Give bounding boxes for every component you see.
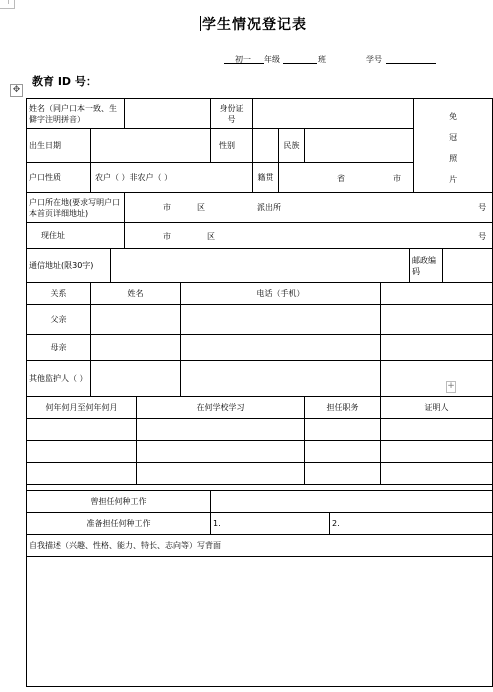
family-extra-header	[381, 283, 493, 305]
hukou-city-label: 市	[163, 203, 171, 212]
guardian-phone-cell[interactable]	[181, 361, 381, 397]
history-row-2-witness[interactable]	[381, 441, 493, 463]
guardian-extra-cell[interactable]	[381, 361, 493, 397]
history-row-2-duty[interactable]	[305, 441, 381, 463]
history-period-header: 何年何月至何年何月	[27, 397, 137, 419]
planned-duty-label-cell: 准备担任何种工作	[27, 513, 211, 535]
family-relation-header: 关系	[27, 283, 91, 305]
hukou-addr-value-cell[interactable]	[125, 193, 493, 223]
id-value-cell[interactable]	[253, 99, 414, 129]
family-name-header: 姓名	[91, 283, 181, 305]
father-name-cell[interactable]	[91, 305, 181, 335]
past-duty-label-cell: 曾担任何种工作	[27, 491, 211, 513]
history-row-2-school[interactable]	[137, 441, 305, 463]
current-city-label: 市	[163, 232, 171, 241]
postcode-value-cell[interactable]	[443, 249, 493, 283]
history-row-1-school[interactable]	[137, 419, 305, 441]
history-row-1-witness[interactable]	[381, 419, 493, 441]
ethnicity-label-cell: 民族	[279, 129, 305, 163]
hukou-police-label: 派出所	[257, 203, 281, 212]
table-add-icon[interactable]: +	[447, 381, 455, 391]
student-no-underline[interactable]	[386, 63, 436, 64]
grade-prefix: 初一	[235, 55, 251, 64]
history-row-3-duty[interactable]	[305, 463, 381, 485]
history-row-2-period[interactable]	[27, 441, 137, 463]
history-row-1-duty[interactable]	[305, 419, 381, 441]
family-phone-header: 电话（手机）	[181, 283, 381, 305]
history-row-1-period[interactable]	[27, 419, 137, 441]
native-label-cell: 籍贯	[253, 163, 279, 193]
class-label: 班	[318, 55, 326, 64]
history-school-header: 在何学校学习	[137, 397, 305, 419]
mother-extra-cell[interactable]	[381, 335, 493, 361]
photo-char-1: 免	[449, 111, 458, 121]
hukou-type-options-cell[interactable]: 农户（ ）非农户（ ）	[91, 163, 253, 193]
edu-id-label: 教育 ID 号：	[32, 75, 97, 88]
family-row-mother-label: 母亲	[27, 335, 91, 361]
student-no-label: 学号	[366, 55, 382, 64]
gender-label-cell: 性别	[211, 129, 253, 163]
history-witness-header: 证明人	[381, 397, 493, 419]
hukou-addr-label-cell: 户口所在地(要求写明户口本首页详细地址)	[27, 193, 125, 223]
history-duty-header: 担任职务	[305, 397, 381, 419]
name-label-cell: 姓名（同户口本一致、生僻字注明拼音）	[27, 99, 125, 129]
postcode-label-cell: 邮政编码	[410, 249, 443, 283]
page-corner-mark-top-left-v	[8, 0, 9, 4]
father-phone-cell[interactable]	[181, 305, 381, 335]
self-desc-value-cell[interactable]	[27, 557, 493, 687]
hukou-no-label: 号	[478, 203, 487, 212]
father-extra-cell[interactable]	[381, 305, 493, 335]
current-no-label: 号	[478, 232, 487, 241]
family-row-father-label: 父亲	[27, 305, 91, 335]
family-row-guardian-label: 其他监护人（ ）	[27, 361, 91, 397]
current-addr-value-cell[interactable]	[125, 223, 493, 249]
photo-char-4: 片	[449, 174, 458, 184]
city-label: 市	[393, 174, 402, 183]
registration-table	[26, 98, 493, 687]
history-row-3-period[interactable]	[27, 463, 137, 485]
photo-cell[interactable]	[414, 99, 493, 193]
mail-addr-value-cell[interactable]	[111, 249, 410, 283]
current-addr-label-cell: 现住址	[27, 223, 125, 249]
class-underline[interactable]	[283, 63, 317, 64]
native-value-cell[interactable]	[279, 163, 414, 193]
id-label-cell: 身份证号	[211, 99, 253, 129]
text-cursor	[200, 16, 201, 31]
table-move-handle-icon[interactable]: ✥	[10, 84, 23, 97]
self-desc-label-cell: 自我描述（兴趣、性格、能力、特长、志向等）写背面	[27, 535, 493, 557]
ethnicity-value-cell[interactable]	[305, 129, 414, 163]
page-title[interactable]: 学生情况登记表	[202, 17, 307, 33]
province-label: 省	[337, 174, 346, 183]
mother-phone-cell[interactable]	[181, 335, 381, 361]
dob-label-cell: 出生日期	[27, 129, 91, 163]
planned-duty-2-cell[interactable]: 2.	[330, 513, 493, 535]
gender-value-cell[interactable]	[253, 129, 279, 163]
hukou-district-label: 区	[197, 203, 205, 212]
current-district-label: 区	[207, 232, 215, 241]
past-duty-value-cell[interactable]	[211, 491, 493, 513]
grade-label: 年级	[264, 55, 280, 64]
history-row-3-school[interactable]	[137, 463, 305, 485]
photo-char-3: 照	[449, 153, 458, 163]
mother-name-cell[interactable]	[91, 335, 181, 361]
planned-duty-1-cell[interactable]: 1.	[211, 513, 330, 535]
photo-char-2: 冠	[449, 132, 458, 142]
mail-addr-label-cell: 通信地址(限30字)	[27, 249, 111, 283]
guardian-name-cell[interactable]	[91, 361, 181, 397]
dob-value-cell[interactable]	[91, 129, 211, 163]
hukou-type-label-cell: 户口性质	[27, 163, 91, 193]
history-row-3-witness[interactable]	[381, 463, 493, 485]
name-value-cell[interactable]	[125, 99, 211, 129]
